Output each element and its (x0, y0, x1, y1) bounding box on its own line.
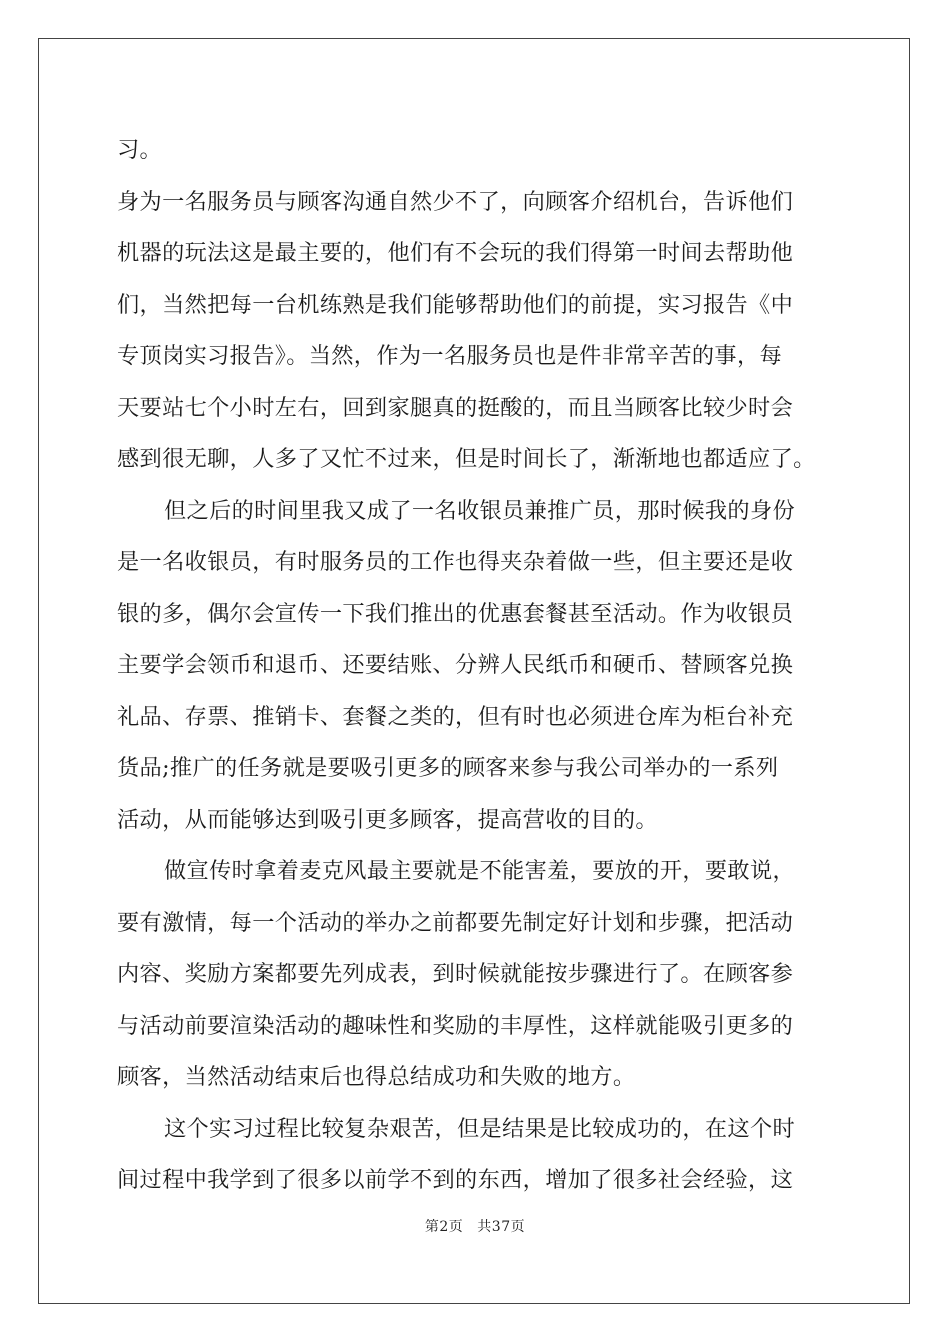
text-line: 与活动前要渲染活动的趣味性和奖励的丰厚性，这样就能吸引更多的 (117, 1012, 794, 1039)
text-line: 主要学会领币和退币、还要结账、分辨人民纸币和硬币、替顾客兑换 (117, 652, 794, 678)
text-line: 银的多，偶尔会宣传一下我们推出的优惠套餐甚至活动。作为收银员 (117, 600, 794, 627)
page-footer (0, 1216, 950, 1236)
text-line: 间过程中我学到了很多以前学不到的东西，增加了很多社会经验，这 (117, 1167, 794, 1193)
text-line: 天要站七个小时左右，回到家腿真的挺酸的，而且当顾客比较少时会 (117, 394, 794, 421)
page-number: 第2页 (424, 1219, 464, 1235)
text-line: 们，当然把每一台机练熟是我们能够帮助他们的前提，实习报告《中 (117, 291, 794, 318)
paragraph-start-line: 但之后的时间里我又成了一名收银员兼推广员，那时候我的身份 (164, 497, 796, 524)
text-line: 内容、奖励方案都要先列成表，到时候就能按步骤进行了。在顾客参 (117, 961, 794, 987)
document-body (117, 125, 837, 1207)
text-line: 活动，从而能够达到吸引更多顾客，提高营收的目的。 (117, 806, 658, 833)
page-total: 共37页 (477, 1219, 526, 1235)
text-line: 货品;推广的任务就是要吸引更多的顾客来参与我公司举办的一系列 (117, 755, 779, 781)
text-line: 身为一名服务员与顾客沟通自然少不了，向顾客介绍机台，告诉他们 (117, 188, 794, 215)
text-line: 礼品、存票、推销卡、套餐之类的，但有时也必须进仓库为柜台补充 (117, 703, 794, 730)
text-line: 习。 (117, 137, 163, 163)
text-line: 感到很无聊，人多了又忙不过来，但是时间长了，渐渐地也都适应了。 (117, 446, 816, 472)
paragraph-start-line: 做宣传时拿着麦克风最主要就是不能害羞，要放的开，要敢说， (164, 858, 796, 884)
text-line: 顾客，当然活动结束后也得总结成功和失败的地方。 (117, 1064, 636, 1090)
text-line: 是一名收银员，有时服务员的工作也得夹杂着做一些，但主要还是收 (117, 549, 794, 575)
text-line: 机器的玩法这是最主要的，他们有不会玩的我们得第一时间去帮助他 (117, 240, 794, 266)
paragraph-start-line: 这个实习过程比较复杂艰苦，但是结果是比较成功的，在这个时 (164, 1115, 796, 1142)
text-line: 要有激情，每一个活动的举办之前都要先制定好计划和步骤，把活动 (117, 909, 794, 936)
text-line: 专顶岗实习报告》。当然，作为一名服务员也是件非常辛苦的事，每 (117, 343, 783, 369)
